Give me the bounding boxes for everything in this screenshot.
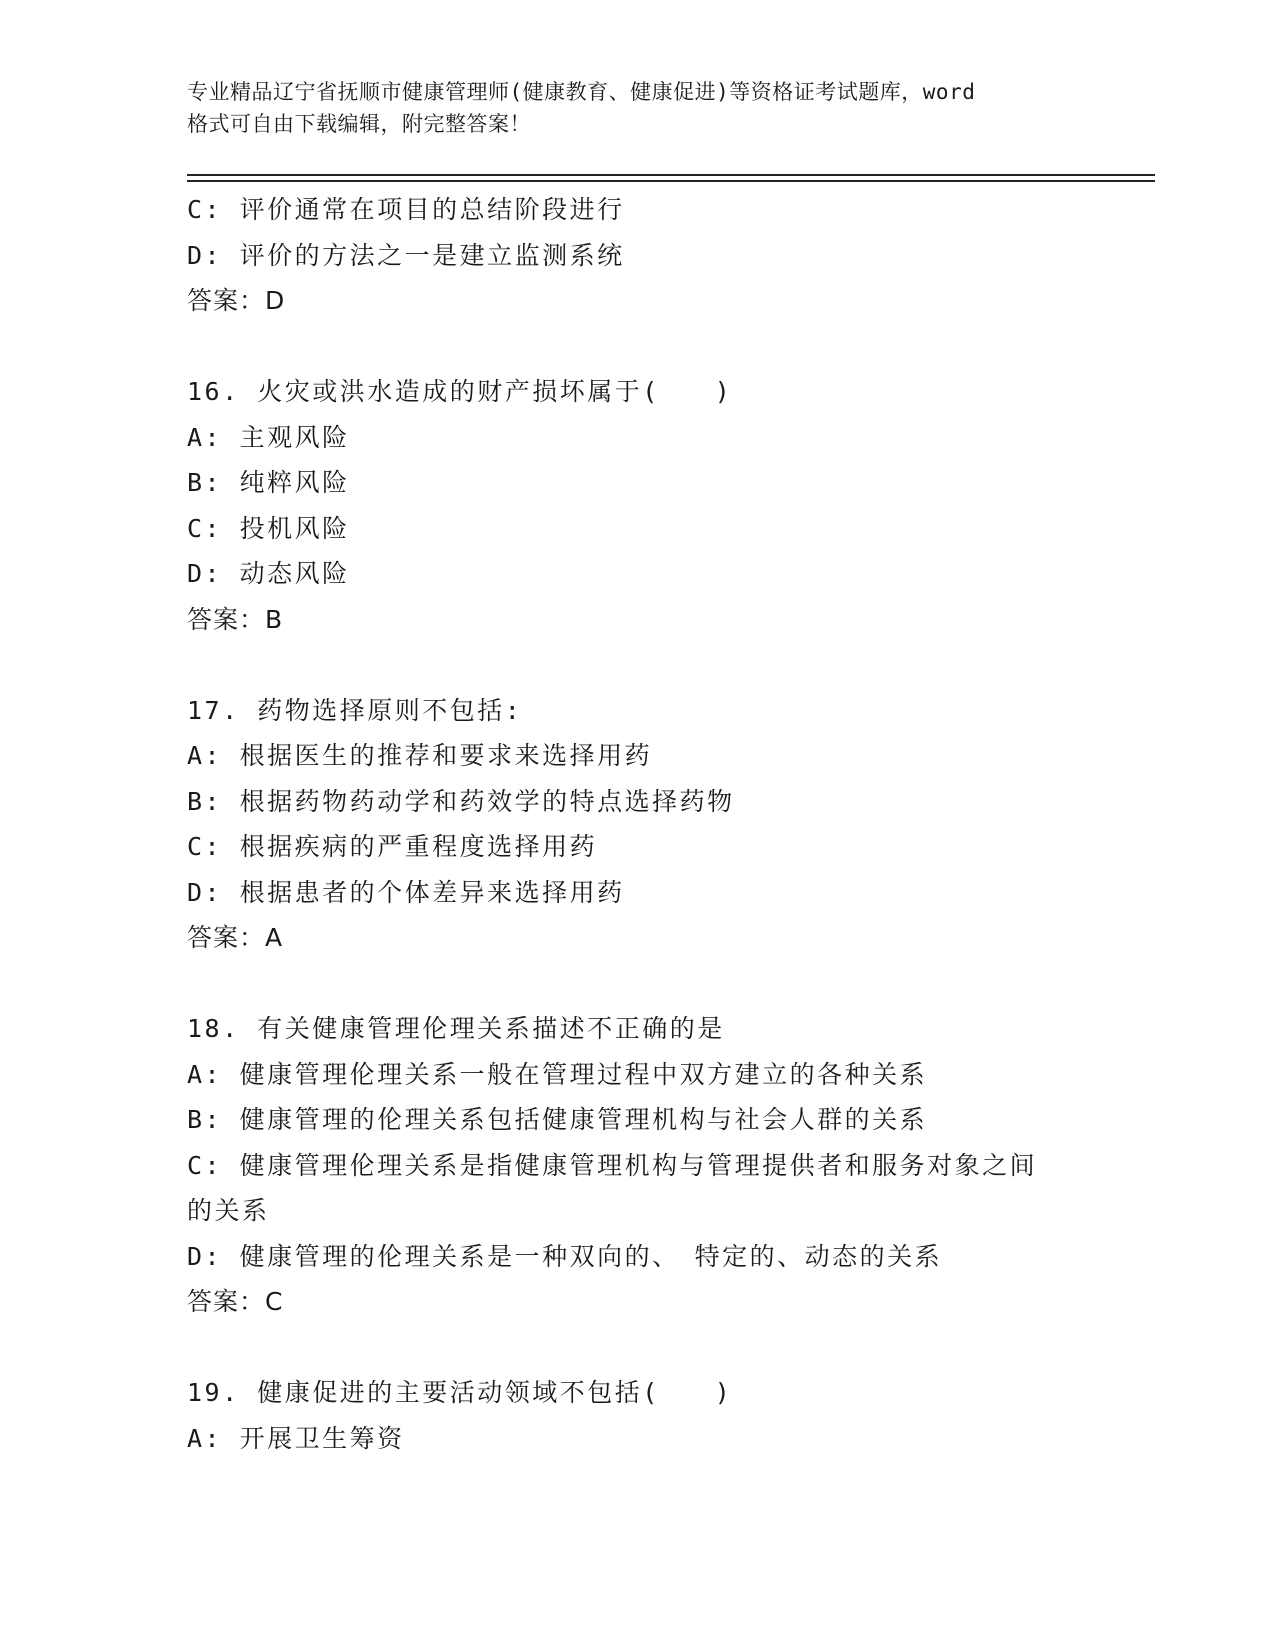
spacer bbox=[187, 324, 1087, 370]
question-19 bbox=[187, 1370, 1087, 1461]
header-line-2: 格式可自由下载编辑，附完整答案！ bbox=[187, 112, 531, 136]
option-c: C: 健康管理伦理关系是指健康管理机构与管理提供者和服务对象之间 bbox=[187, 1150, 1038, 1180]
option-c: C: 评价通常在项目的总结阶段进行 bbox=[187, 195, 625, 224]
option-a: A: 主观风险 bbox=[187, 422, 350, 452]
option-b: B: 根据药物药动学和药效学的特点选择药物 bbox=[187, 786, 735, 816]
option-c-continued: 的关系 bbox=[187, 1196, 270, 1225]
header-divider-bottom bbox=[187, 180, 1155, 182]
option-c: C: 投机风险 bbox=[187, 513, 350, 543]
page-header bbox=[187, 76, 1087, 140]
question-stem: 17. 药物选择原则不包括: bbox=[187, 695, 523, 725]
answer: 答案：C bbox=[187, 1287, 284, 1316]
spacer bbox=[187, 642, 1087, 688]
question-18 bbox=[187, 1006, 1087, 1325]
option-a: A: 健康管理伦理关系一般在管理过程中双方建立的各种关系 bbox=[187, 1059, 928, 1089]
option-d: D: 评价的方法之一是建立监测系统 bbox=[187, 240, 625, 270]
question-stem: 18. 有关健康管理伦理关系描述不正确的是 bbox=[187, 1014, 725, 1043]
answer: 答案：D bbox=[187, 286, 286, 315]
option-b: B: 纯粹风险 bbox=[187, 468, 350, 497]
option-d: D: 根据患者的个体差异来选择用药 bbox=[187, 877, 625, 907]
option-a: A: 开展卫生筹资 bbox=[187, 1423, 405, 1453]
header-divider-top bbox=[187, 174, 1155, 176]
question-15-tail bbox=[187, 187, 1087, 324]
option-d: D: 动态风险 bbox=[187, 559, 350, 588]
question-stem: 19. 健康促进的主要活动领域不包括( ) bbox=[187, 1378, 733, 1407]
question-stem: 16. 火灾或洪水造成的财产损坏属于( ) bbox=[187, 377, 733, 406]
option-a: A: 根据医生的推荐和要求来选择用药 bbox=[187, 741, 653, 770]
option-d: D: 健康管理的伦理关系是一种双向的、 特定的、动态的关系 bbox=[187, 1241, 943, 1271]
header-line-1: 专业精品辽宁省抚顺市健康管理师(健康教育、健康促进)等资格证考试题库，word bbox=[187, 80, 976, 104]
spacer bbox=[187, 961, 1087, 1007]
option-b: B: 健康管理的伦理关系包括健康管理机构与社会人群的关系 bbox=[187, 1105, 928, 1134]
question-list bbox=[187, 187, 1087, 1461]
answer: 答案：A bbox=[187, 923, 284, 952]
spacer bbox=[187, 1325, 1087, 1371]
option-c: C: 根据疾病的严重程度选择用药 bbox=[187, 832, 598, 861]
question-16 bbox=[187, 369, 1087, 642]
answer: 答案：B bbox=[187, 604, 284, 634]
question-17 bbox=[187, 688, 1087, 961]
